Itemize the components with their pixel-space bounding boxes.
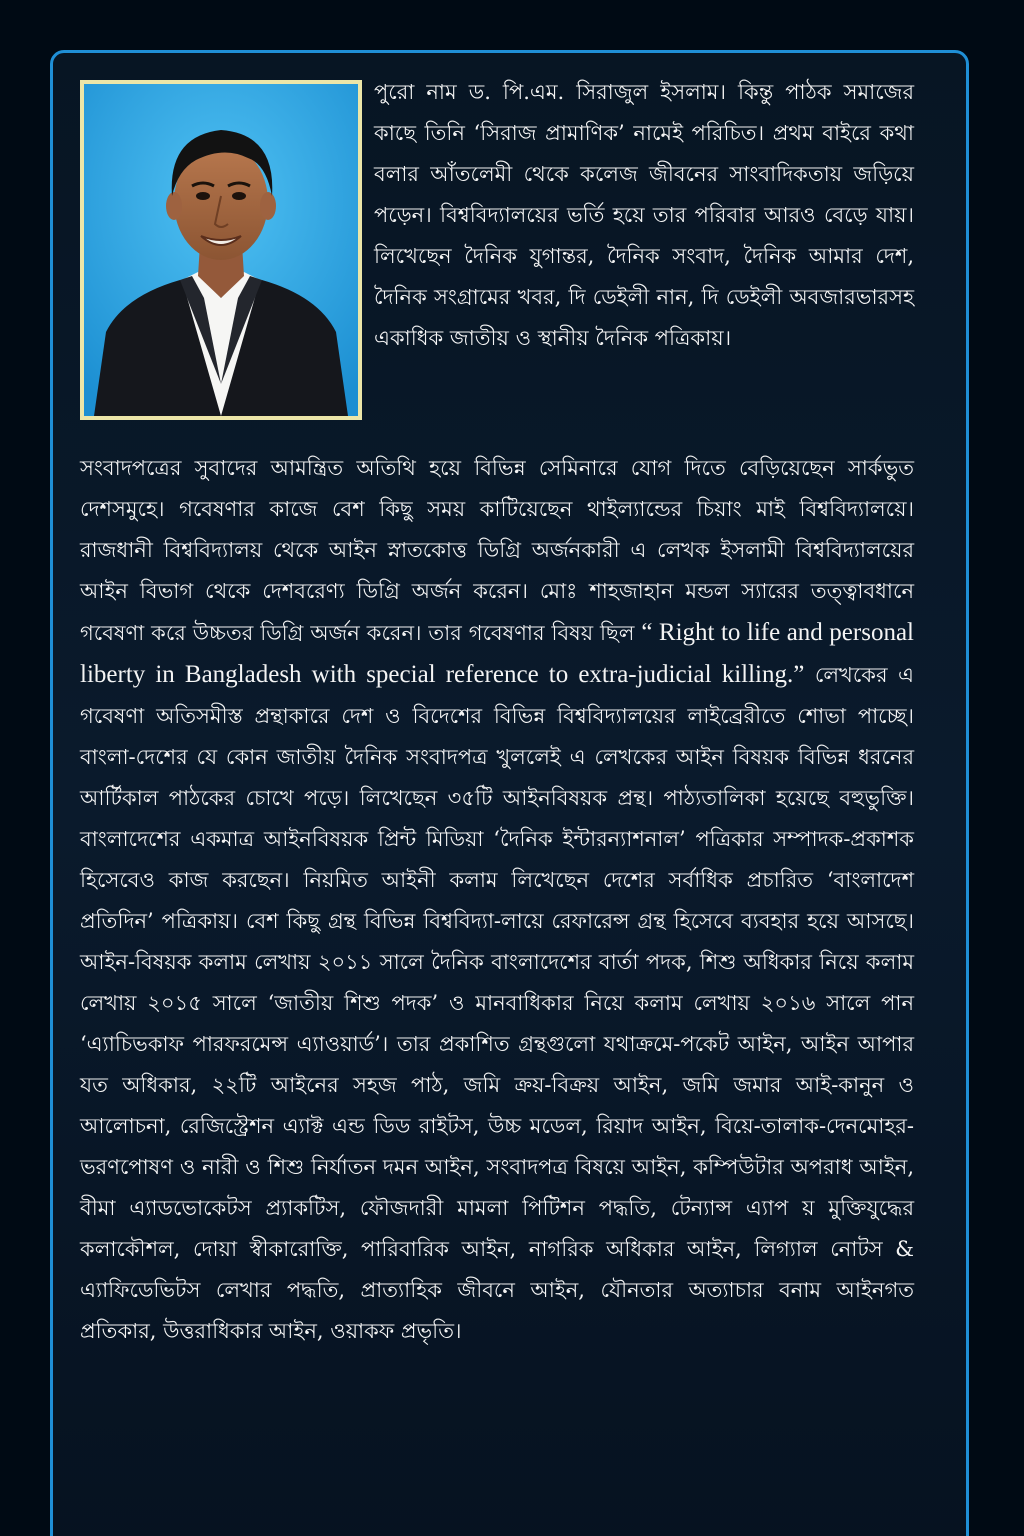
author-portrait [80,80,362,420]
research-title: “ Right to life and personal liberty in Bangladesh with special reference to extra-judicial killing.” [80,619,914,688]
portrait-photo-icon [84,84,358,416]
intro-paragraph: পুরো নাম ড. পি.এম. সিরাজুল ইসলাম। কিন্তু পাঠক সমাজের কাছে তিনি ‘সিরাজ প্রামাণিক’ নামেই পরিচিত। প্রথম বাইরে কথা বলার আঁতলেমী থেকে কলেজ জীবনের সাংবাদিকতায় জড়িয়ে পড়েন। বিশ্ববিদ্যালয়ের ভর্তি হয়ে তার পরিবার আরও বেড়ে যায়। লিখেছেন দৈনিক যুগান্তর, দৈনিক সংবাদ, দৈনিক আমার দেশ, দৈনিক সংগ্রামের খবর, দি ডেইলী নান, দি ডেইলী অবজারভারসহ একাধিক জাতীয় ও স্থানীয় দৈনিক পত্রিকায়। [374,80,914,350]
biography-part-2: লেখকের এ গবেষণা অতিসমীস্ত প্রন্থাকারে দেশ ও বিদেশের বিভিন্ন বিশ্ববিদ্যালয়ের লাইব্রেরীতে শোভা পাচ্ছে। বাংলা-দেশের যে কোন জাতীয় দৈনিক সংবাদপত্র খুললেই এ লেখকের আইন বিষয়ক বিভিন্ন ধরনের আর্টিকাল পাঠকের চোখে পড়ে। লিখেছেন ৩৫টি আইনবিষয়ক প্রন্থ। পাঠ্যতালিকা হয়েছে বহুভুক্তি। বাংলাদেশের একমাত্র আইনবিষয়ক প্রিন্ট মিডিয়া ‘দৈনিক ইন্টারন্যাশনাল’ পত্রিকার সম্পাদক-প্রকাশক হিসেবেও কাজ করছেন। নিয়মিত আইনী কলাম লিখেছেন দেশের সর্বাধিক প্রচারিত ‘বাংলাদেশ প্রতিদিন’ পত্রিকায়। বেশ কিছু গ্রন্থ বিভিন্ন বিশ্ববিদ্যা-লায়ে রেফারেন্স গ্রন্থ হিসেবে ব্যবহার হয়ে আসছে। আইন-বিষয়ক কলাম লেখায় ২০১১ সালে দৈনিক বাংলাদেশের বার্তা পদক, শিশু অধিকার নিয়ে কলাম লেখায় ২০১৫ সালে ‘জাতীয় শিশু পদক’ ও মানবাধিকার নিয়ে কলাম লেখায় ২০১৬ সালে পান ‘এ্যাচিভকাফ পারফরমেন্স এ্যাওয়ার্ড’। তার প্রকাশিত গ্রন্থগুলো যথাক্রমে-পকেট আইন, আইন আপার যত অধিকার, ২২টি আইনের সহজ পাঠ, জমি ক্রয়-বিক্রয় আইন, জমি জমার আই-কানুন ও আলোচনা, রেজিস্ট্রেশন এ্যাক্ট এন্ড ডিড রাইটস, উচ্চ মডেল, রিয়াদ আইন, বিয়ে-তালাক-দেনমোহর-ভরণপোষণ ও নারী ও শিশু নির্যাতন দমন আইন, সংবাদপত্র বিষয়ে আইন, কম্পিউটার অপরাধ আইন, বীমা এ্যাডভোকেটস প্র্যাকটিস, ফৌজদারী মামলা পিটিশন পদ্ধতি, টেন্যান্স এ্যাপ য় মুক্তিযুদ্ধের কলাকৌশল, দোয়া স্বীকারোক্তি, পারিবারিক আইন, নাগরিক অধিকার আইন, লিগ্যাল নোটস & এ্যাফিডেভিটস লেখার পদ্ধতি, প্রাত্যাহিক জীবনে আইন, যৌনতার অত্যাচার বনাম আইনগত প্রতিকার, উত্তরাধিকার আইন, ওয়াকফ প্রভৃতি। [80,663,915,1343]
biography-paragraph [80,448,914,1352]
biography-part-1: সংবাদপত্রের সুবাদের আমন্ত্রিত অতিথি হয়ে বিভিন্ন সেমিনারে যোগ দিতে বেড়িয়েছেন সার্কভুত দেশসমুহে। গবেষণার কাজে বেশ কিছু সময় কাটিয়েছেন থাইল্যান্ডের চিয়াং মাই বিশ্ববিদ্যালয়ে। রাজধানী বিশ্ববিদ্যালয় থেকে আইন স্নাতকোত্ত ডিগ্রি অর্জনকারী এ লেখক ইসলামী বিশ্ববিদ্যালয়ের আইন বিভাগ থেকে দেশবরেণ্য ডিগ্রি অর্জন করেন। মোঃ শাহজাহান মন্ডল স্যারের তত্ত্বাবধানে গবেষণা করে উচ্চতর ডিগ্রি অর্জন করেন। তার গবেষণার বিষয় ছিল [80,456,914,645]
